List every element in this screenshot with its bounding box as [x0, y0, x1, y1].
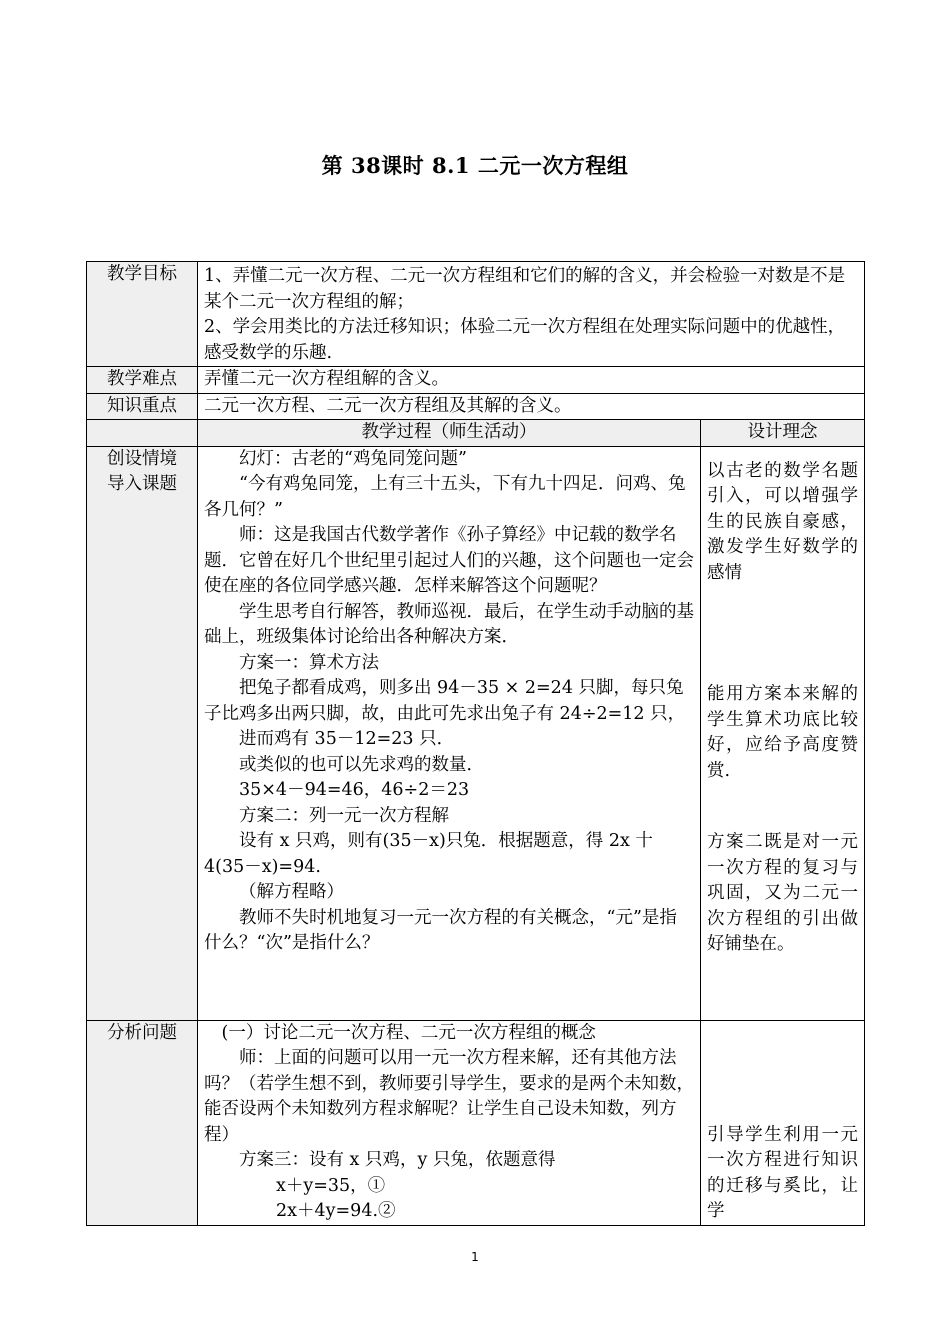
- equation-1: x＋y=35，①: [276, 1175, 386, 1196]
- analysis-para: (一）讨论二元一次方程、二元一次方程组的概念: [221, 1022, 596, 1043]
- objective-line-1: 1、弄懂二元一次方程、二元一次方程组和它们的解的含义，并会检验一对数是不是某个二元一次方程组的解；: [204, 266, 846, 312]
- intro-design: [701, 446, 865, 1020]
- design-note-1: 以古老的数学名题引入，可以增强学生的民族自豪感，激发学生好数学的感情: [707, 460, 859, 583]
- intro-para: 或类似的也可以先求鸡的数量．: [239, 754, 484, 775]
- intro-row: [87, 446, 865, 1020]
- objective-content: [198, 262, 865, 367]
- intro-para: 师：这是我国古代数学著作《孙子算经》中记载的数学名题．它曾在好几个世纪里引起过人们的兴趣，这个问题也一定会使在座的各位同学感兴趣．怎样来解答这个问题呢？: [204, 525, 694, 596]
- header-process: 教学过程（师生活动）: [198, 420, 701, 447]
- header-row: [87, 420, 865, 447]
- objective-row: [87, 262, 865, 367]
- intro-para: 设有 x 只鸡，则有(35－x)只兔．根据题意，得 2x 十 4(35－x)=94.: [204, 831, 653, 877]
- design-note-2: 能用方案本来解的学生算术功底比较好，应给予高度赞赏.: [707, 684, 859, 781]
- difficulty-content: 弄懂二元一次方程组解的含义。: [198, 367, 865, 394]
- intro-label-line-2: 导入课题: [107, 474, 177, 494]
- intro-para: 35×4－94=46，46÷2＝23: [239, 780, 470, 800]
- intro-label: [87, 446, 198, 1020]
- key-content: 二元一次方程、二元一次方程组及其解的含义。: [198, 393, 865, 420]
- objective-line-2: 2、学会用类比的方法迁移知识；体验二元一次方程组在处理实际问题中的优越性，感受数学的乐趣.: [204, 317, 846, 363]
- header-design: 设计理念: [701, 420, 865, 447]
- intro-label-line-1: 创设情境: [107, 448, 177, 469]
- design-note-3: 方案二既是对一元一次方程的复习与巩固，又为二元一次方程组的引出做好铺垫在。: [707, 832, 859, 954]
- intro-para: 方案一：算术方法: [239, 652, 379, 673]
- key-row: [87, 393, 865, 420]
- analysis-design-note: 引导学生利用一元一次方程进行知识的迁移与奚比，让学: [707, 1124, 859, 1221]
- key-label: 知识重点: [87, 393, 198, 420]
- intro-para: 进而鸡有 35－12=23 只．: [239, 729, 455, 749]
- page-number: 1: [471, 1250, 479, 1264]
- equation-2: 2x＋4y=94.②: [276, 1201, 396, 1221]
- difficulty-label: 教学难点: [87, 367, 198, 394]
- header-blank: [87, 420, 198, 447]
- analysis-process: [198, 1020, 701, 1225]
- intro-para: （解方程略）: [239, 882, 344, 902]
- analysis-row: [87, 1020, 865, 1225]
- lesson-plan-table: [86, 261, 865, 1226]
- intro-para: 把兔子都看成鸡，则多出 94－35 × 2=24 只脚，每只兔子比鸡多出两只脚，故，由此可先求出兔子有 24÷2=12 只，: [204, 678, 686, 724]
- analysis-para: 方案三：设有 x 只鸡，y 只兔，依题意得: [239, 1150, 556, 1170]
- intro-para: “今有鸡兔同笼，上有三十五头，下有九十四足．问鸡、兔各几何？”: [204, 474, 686, 520]
- difficulty-row: [87, 367, 865, 394]
- intro-process: [198, 446, 701, 1020]
- analysis-label: 分析问题: [87, 1020, 198, 1225]
- intro-para: 教师不失时机地复习一元一次方程的有关概念，“元”是指什么？“次”是指什么？: [204, 907, 677, 953]
- intro-para: 幻灯：古老的“鸡兔同笼问题”: [239, 448, 467, 469]
- page-title: 第 38课时 8.1 二元一次方程组: [321, 153, 629, 178]
- intro-para: 方案二：列一元一次方程解: [239, 805, 449, 826]
- objective-label: 教学目标: [87, 262, 198, 367]
- analysis-para: 师：上面的问题可以用一元一次方程来解，还有其他方法吗？（若学生想不到，教师要引导学生，要求的是两个未知数，能否设两个未知数列方程求解呢？让学生自己设未知数，列方程）: [204, 1048, 694, 1145]
- intro-para: 学生思考自行解答，教师巡视．最后，在学生动手动脑的基础上，班级集体讨论给出各种解决方案．: [204, 601, 694, 647]
- analysis-design: [701, 1020, 865, 1225]
